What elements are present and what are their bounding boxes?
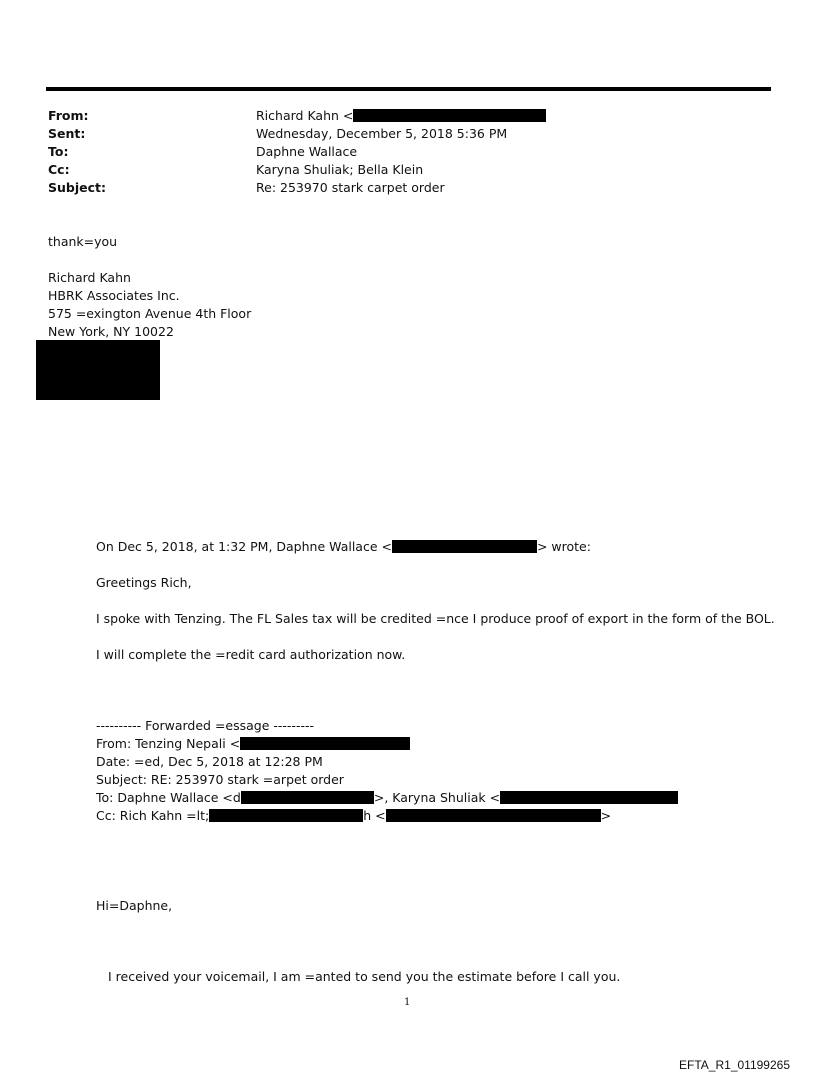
forwarded-greeting: Hi=Daphne, [96, 898, 173, 913]
quoted-greeting: Greetings Rich, [96, 575, 192, 590]
forwarded-from [96, 735, 410, 753]
cc-value: Karyna Shuliak; Bella Klein [256, 162, 424, 177]
forwarded-cc-text-3: > [600, 808, 612, 823]
quoted-intro [96, 538, 591, 556]
signature-redaction [36, 340, 160, 400]
subject-value: Re: 253970 stark carpet order [256, 180, 445, 195]
redaction-bar [353, 109, 546, 122]
forwarded-cc-text: Cc: Rich Kahn =lt; [96, 808, 210, 823]
signature-city: New York, NY 10022 [48, 324, 174, 339]
cc-label: Cc: [48, 162, 70, 177]
header-rule [46, 87, 771, 91]
page-number: 1 [404, 997, 411, 1008]
redaction-bar [386, 809, 601, 822]
redaction-bar [392, 540, 537, 553]
forwarded-to [96, 789, 678, 807]
redaction-bar [209, 809, 363, 822]
redaction-bar [500, 791, 678, 804]
to-label: To: [48, 144, 69, 159]
forwarded-subject: Subject: RE: 253970 stark =arpet order [96, 772, 344, 787]
from-value [256, 107, 546, 125]
reply-body: thank=you [48, 234, 118, 249]
forwarded-from-text: From: Tenzing Nepali < [96, 736, 241, 751]
to-value: Daphne Wallace [256, 144, 358, 159]
signature-company: HBRK Associates Inc. [48, 288, 180, 303]
signature-name: Richard Kahn [48, 270, 131, 285]
redaction-bar [241, 791, 374, 804]
forwarded-cc-text-2: h < [363, 808, 386, 823]
subject-label: Subject: [48, 180, 106, 195]
signature-address: 575 =exington Avenue 4th Floor [48, 306, 252, 321]
forwarded-to-text-2: >, Karyna Shuliak < [373, 790, 501, 805]
forwarded-to-text: To: Daphne Wallace <d [96, 790, 241, 805]
quoted-intro-text: On Dec 5, 2018, at 1:32 PM, Daphne Wallace < [96, 539, 392, 554]
forwarded-body: I received your voicemail, I am =anted to send you the estimate before I call you. [108, 969, 621, 984]
sent-label: Sent: [48, 126, 86, 141]
forwarded-cc [96, 807, 611, 825]
quoted-paragraph-1: I spoke with Tenzing. The FL Sales tax will be credited =nce I produce proof of export in the form of the BOL. [96, 611, 775, 626]
document-id: EFTA_R1_01199265 [679, 1058, 790, 1072]
sent-value: Wednesday, December 5, 2018 5:36 PM [256, 126, 508, 141]
from-label: From: [48, 108, 89, 123]
quoted-intro-end: > wrote: [536, 539, 591, 554]
redaction-bar [240, 737, 410, 750]
forwarded-date: Date: =ed, Dec 5, 2018 at 12:28 PM [96, 754, 323, 769]
quoted-paragraph-2: I will complete the =redit card authorization now. [96, 647, 406, 662]
forwarded-divider: ---------- Forwarded =essage --------- [96, 718, 314, 733]
from-text: Richard Kahn < [256, 108, 354, 123]
